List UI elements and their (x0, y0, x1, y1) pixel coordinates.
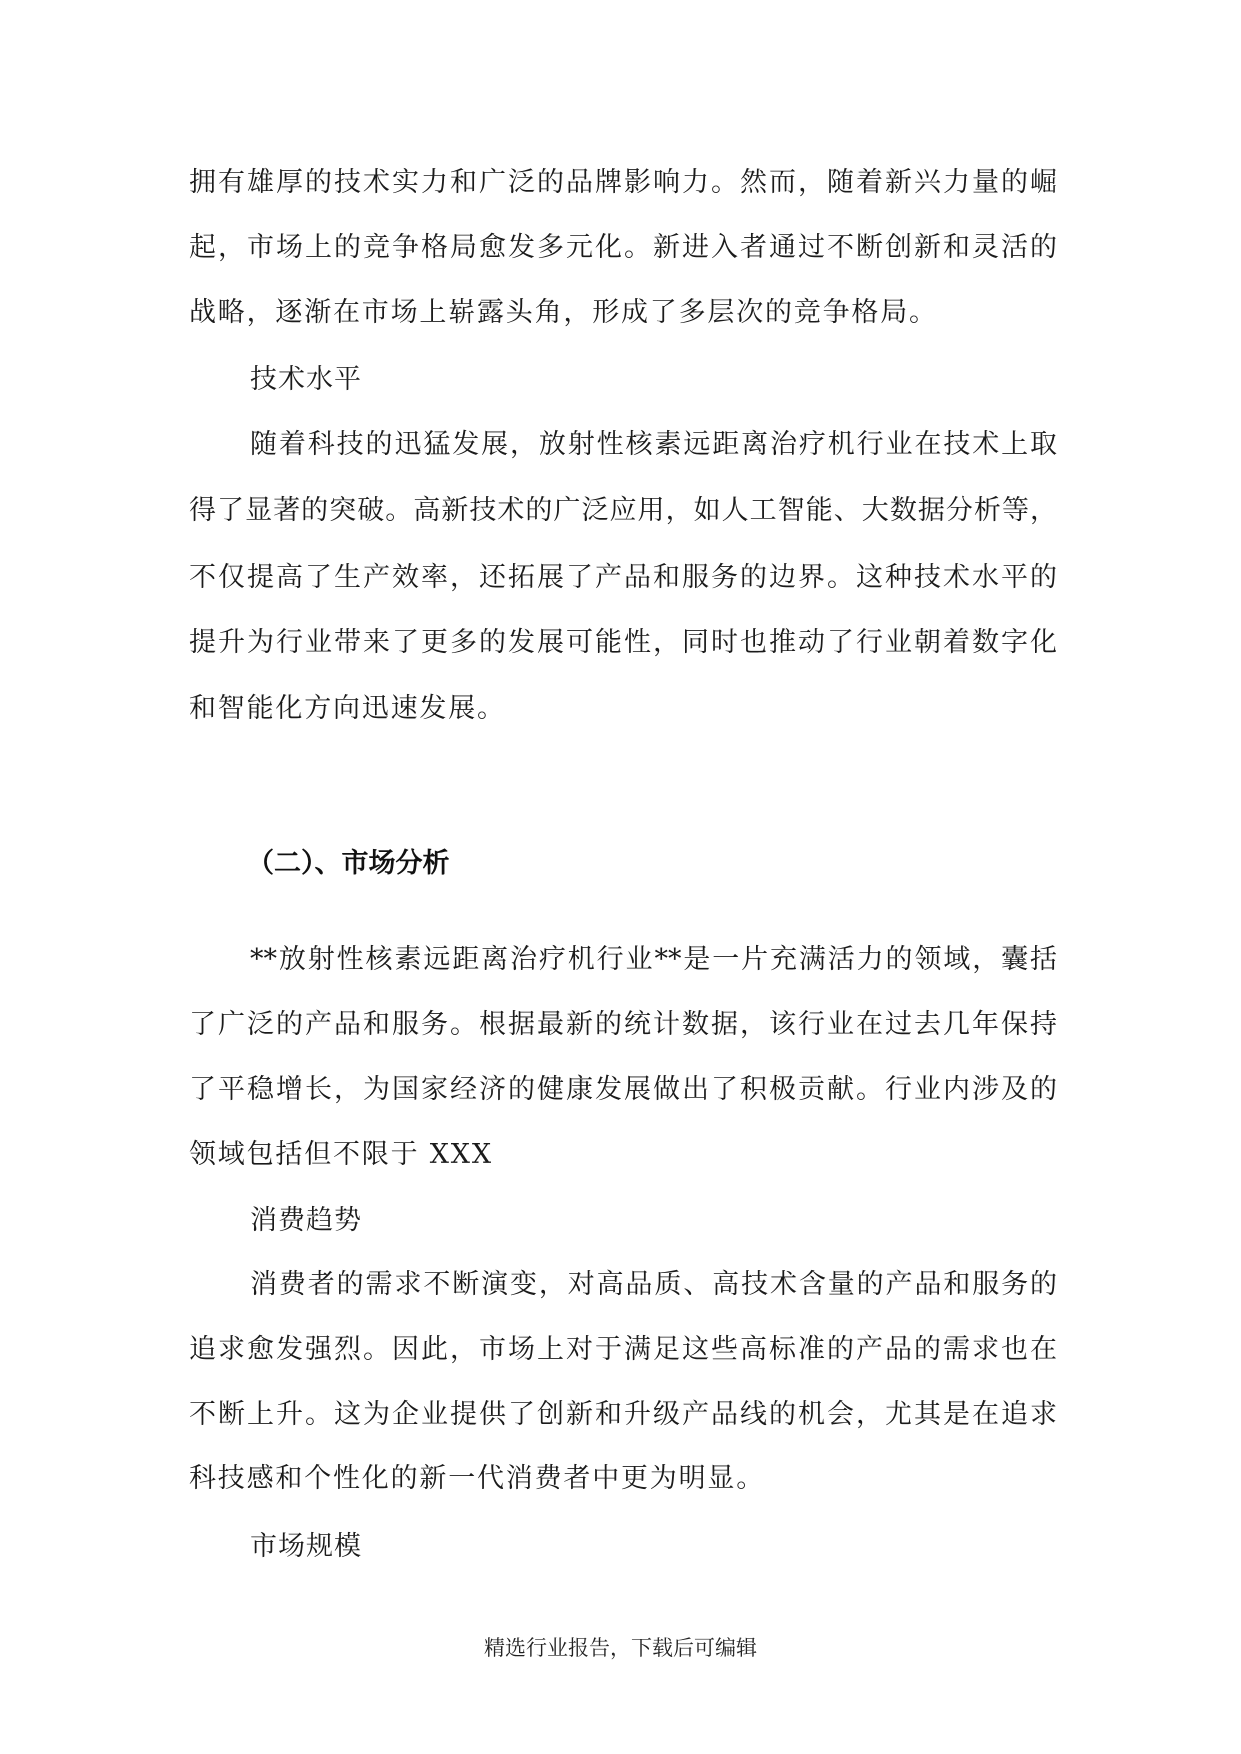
page-footer: 精选行业报告，下载后可编辑 (484, 1636, 757, 1660)
paragraph-line: 领域包括但不限于 XXX (189, 1139, 493, 1170)
paragraph-line: 提升为行业带来了更多的发展可能性，同时也推动了行业朝着数字化 (189, 627, 1057, 658)
subheading-tech-level: 技术水平 (250, 364, 362, 395)
paragraph-line: 起，市场上的竞争格局愈发多元化。新进入者通过不断创新和灵活的 (189, 232, 1057, 263)
paragraph-line: 战略，逐渐在市场上崭露头角，形成了多层次的竞争格局。 (189, 297, 938, 328)
paragraph-line: 追求愈发强烈。因此，市场上对于满足这些高标准的产品的需求也在 (189, 1334, 1057, 1365)
section-heading: （二）、市场分析 (247, 848, 450, 879)
paragraph-line: 了广泛的产品和服务。根据最新的统计数据，该行业在过去几年保持 (189, 1009, 1057, 1040)
paragraph-line: 消费者的需求不断演变，对高品质、高技术含量的产品和服务的 (250, 1269, 1057, 1300)
paragraph-line: 得了显著的突破。高新技术的广泛应用，如人工智能、大数据分析等， (189, 495, 1057, 526)
subheading-market-size: 市场规模 (250, 1531, 362, 1562)
paragraph-line: 了平稳增长，为国家经济的健康发展做出了积极贡献。行业内涉及的 (189, 1074, 1057, 1105)
subheading-consumption-trend: 消费趋势 (250, 1205, 362, 1236)
paragraph-line: 科技感和个性化的新一代消费者中更为明显。 (189, 1463, 765, 1494)
paragraph-line: **放射性核素远距离治疗机行业**是一片充满活力的领域，囊括 (250, 944, 1057, 975)
paragraph-line: 不断上升。这为企业提供了创新和升级产品线的机会，尤其是在追求 (189, 1399, 1057, 1430)
paragraph-line: 不仅提高了生产效率，还拓展了产品和服务的边界。这种技术水平的 (189, 562, 1057, 593)
paragraph-line: 随着科技的迅猛发展，放射性核素远距离治疗机行业在技术上取 (250, 429, 1057, 460)
paragraph-line: 拥有雄厚的技术实力和广泛的品牌影响力。然而，随着新兴力量的崛 (189, 167, 1057, 198)
paragraph-line: 和智能化方向迅速发展。 (189, 693, 506, 724)
